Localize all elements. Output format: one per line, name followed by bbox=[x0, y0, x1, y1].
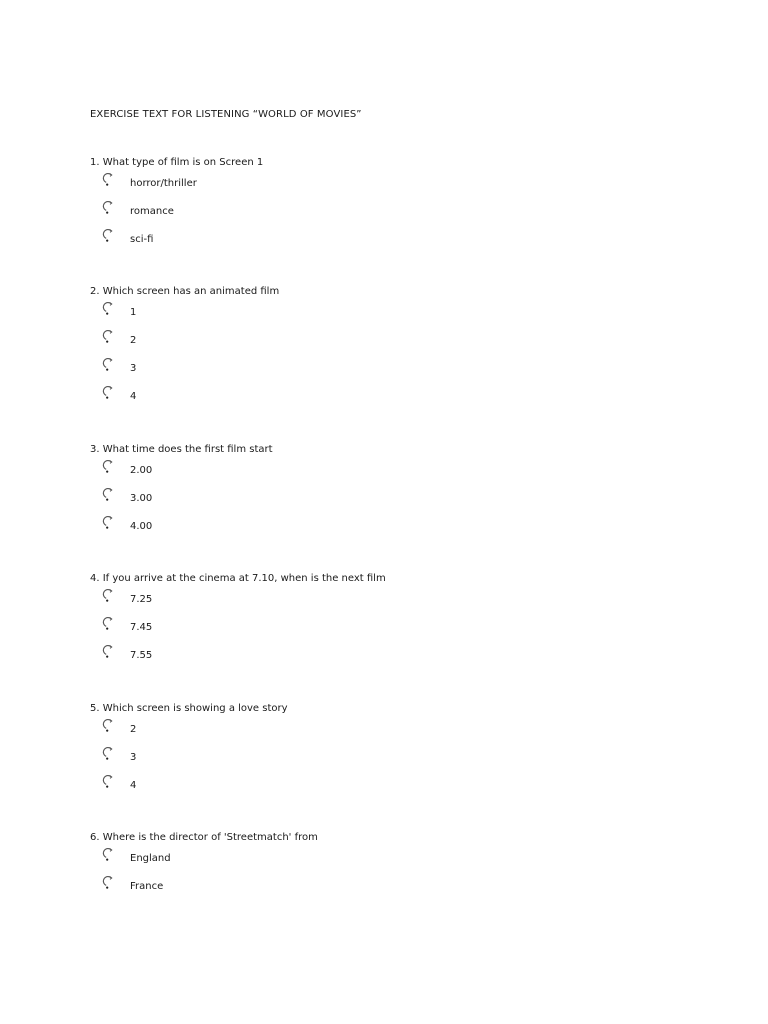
option-item bbox=[90, 772, 690, 800]
question-3 bbox=[90, 443, 690, 541]
option-item bbox=[90, 614, 690, 642]
radio-button-icon[interactable] bbox=[102, 385, 114, 401]
question-4 bbox=[90, 572, 690, 670]
radio-button-icon[interactable] bbox=[102, 616, 114, 632]
option-item bbox=[90, 170, 690, 198]
option-label: 4 bbox=[130, 780, 137, 791]
option-label: 3.00 bbox=[130, 493, 153, 504]
option-label: romance bbox=[130, 206, 174, 217]
question-5 bbox=[90, 702, 690, 800]
option-item bbox=[90, 485, 690, 513]
option-label: 3 bbox=[130, 752, 137, 763]
option-item bbox=[90, 299, 690, 327]
option-label: 3 bbox=[130, 363, 137, 374]
question-6 bbox=[90, 831, 690, 901]
question-text: 5. Which screen is showing a love story bbox=[90, 703, 288, 714]
radio-button-icon[interactable] bbox=[102, 718, 114, 734]
option-label: France bbox=[130, 881, 164, 892]
option-item bbox=[90, 744, 690, 772]
option-item bbox=[90, 198, 690, 226]
radio-button-icon[interactable] bbox=[102, 487, 114, 503]
option-item bbox=[90, 457, 690, 485]
option-label: 2.00 bbox=[130, 465, 153, 476]
option-item bbox=[90, 642, 690, 670]
radio-button-icon[interactable] bbox=[102, 228, 114, 244]
radio-button-icon[interactable] bbox=[102, 329, 114, 345]
radio-button-icon[interactable] bbox=[102, 847, 114, 863]
option-item bbox=[90, 873, 690, 901]
radio-button-icon[interactable] bbox=[102, 301, 114, 317]
radio-button-icon[interactable] bbox=[102, 746, 114, 762]
option-label: 1 bbox=[130, 307, 137, 318]
radio-button-icon[interactable] bbox=[102, 588, 114, 604]
option-label: 7.25 bbox=[130, 594, 153, 605]
radio-button-icon[interactable] bbox=[102, 200, 114, 216]
radio-button-icon[interactable] bbox=[102, 357, 114, 373]
question-1 bbox=[90, 156, 690, 254]
radio-button-icon[interactable] bbox=[102, 459, 114, 475]
option-label: 4.00 bbox=[130, 521, 153, 532]
radio-button-icon[interactable] bbox=[102, 515, 114, 531]
option-item bbox=[90, 355, 690, 383]
option-label: 2 bbox=[130, 335, 137, 346]
question-text: 6. Where is the director of 'Streetmatch' from bbox=[90, 832, 318, 843]
option-label: 2 bbox=[130, 724, 137, 735]
option-label: England bbox=[130, 853, 171, 864]
option-item bbox=[90, 845, 690, 873]
option-item bbox=[90, 226, 690, 254]
radio-button-icon[interactable] bbox=[102, 644, 114, 660]
document-title: EXERCISE TEXT FOR LISTENING “WORLD OF MOVIES” bbox=[90, 109, 362, 120]
option-label: horror/thriller bbox=[130, 178, 197, 189]
option-item bbox=[90, 716, 690, 744]
question-text: 4. If you arrive at the cinema at 7.10, when is the next film bbox=[90, 573, 386, 584]
question-2 bbox=[90, 285, 690, 411]
option-label: 7.45 bbox=[130, 622, 153, 633]
question-text: 2. Which screen has an animated film bbox=[90, 286, 280, 297]
option-item bbox=[90, 513, 690, 541]
question-text: 3. What time does the first film start bbox=[90, 444, 273, 455]
radio-button-icon[interactable] bbox=[102, 774, 114, 790]
option-label: sci-fi bbox=[130, 234, 154, 245]
question-text: 1. What type of film is on Screen 1 bbox=[90, 157, 264, 168]
radio-button-icon[interactable] bbox=[102, 875, 114, 891]
option-label: 4 bbox=[130, 391, 137, 402]
option-item bbox=[90, 327, 690, 355]
option-item bbox=[90, 586, 690, 614]
option-item bbox=[90, 383, 690, 411]
radio-button-icon[interactable] bbox=[102, 172, 114, 188]
option-label: 7.55 bbox=[130, 650, 153, 661]
